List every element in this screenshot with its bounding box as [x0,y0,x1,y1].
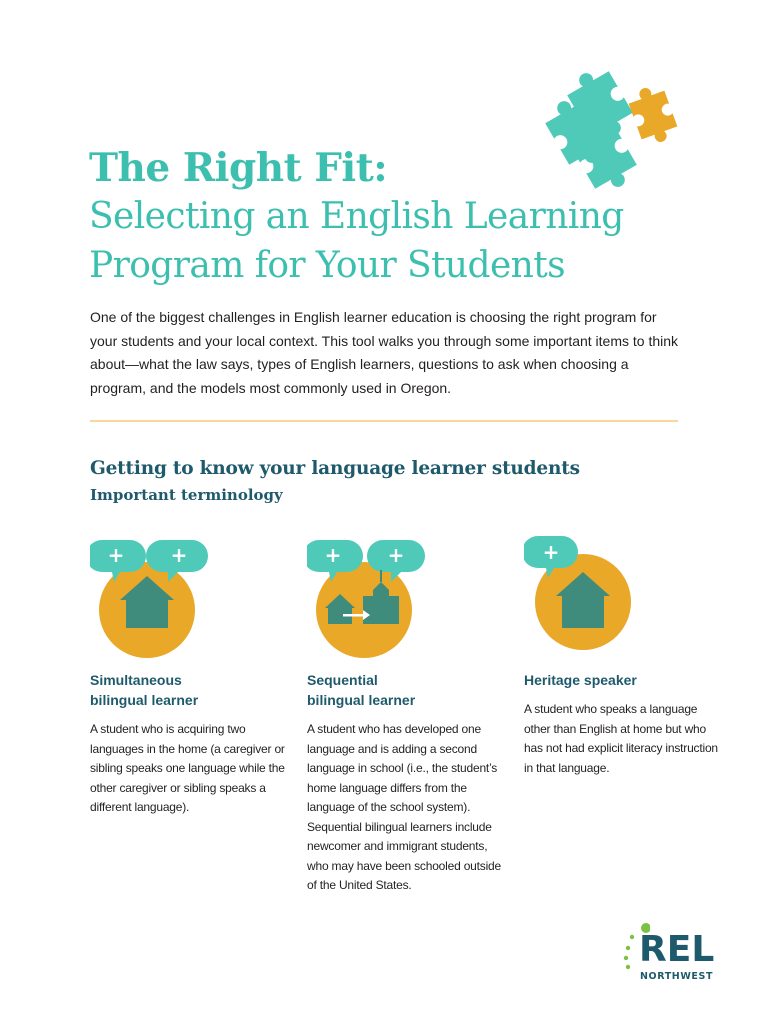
plus-icon: + [170,543,188,567]
home-to-school-icon [307,532,437,662]
term-description: A student who has developed one language and is adding a second language in school (i.e., the student’s home language differs from the language of the school system). Sequential bilingual learners include newcomer and immigrant students, who may have been schooled outside of the United States. [307,722,502,892]
section-divider [90,420,678,422]
rel-northwest-logo [620,920,720,990]
plus-icon: + [107,543,125,567]
plus-icon: + [387,543,405,567]
term-title: Heritage speaker [524,672,637,688]
title-block [89,144,709,290]
term-title: Sequential bilingual learner [307,672,416,708]
page-subtitle-line-2: Program for Your Students [89,245,565,286]
plus-icon: + [324,543,342,567]
home-two-languages-icon [90,532,220,662]
section-title: Getting to know your language learner students [90,458,580,479]
term-title: Simultaneous bilingual learner [90,672,199,708]
term-description: A student who speaks a language other than English at home but who has not had explicit literacy instruction in that language. [524,702,718,775]
logo-wordmark: REL [639,929,715,970]
logo-region: NORTHWEST [640,971,714,982]
plus-icon: + [542,540,560,564]
term-description: A student who is acquiring two languages in the home (a caregiver or sibling speaks one language while the other caregiver or sibling speaks a different language). [90,722,285,814]
term-card-simultaneous [90,532,290,818]
page-subtitle-line-1: Selecting an English Learning [89,196,624,237]
term-card-heritage [524,532,724,778]
page-title: The Right Fit: [89,145,388,191]
term-card-sequential [307,532,507,896]
intro-paragraph: One of the biggest challenges in English learner education is choosing the right program for your students and your local context. This tool walks you through some important items to think about—what the law says, types of English learners, questions to ask when choosing a program, and the models most commonly used in Oregon. [90,309,679,396]
section-subtitle: Important terminology [90,486,283,504]
home-one-language-icon [524,532,654,662]
